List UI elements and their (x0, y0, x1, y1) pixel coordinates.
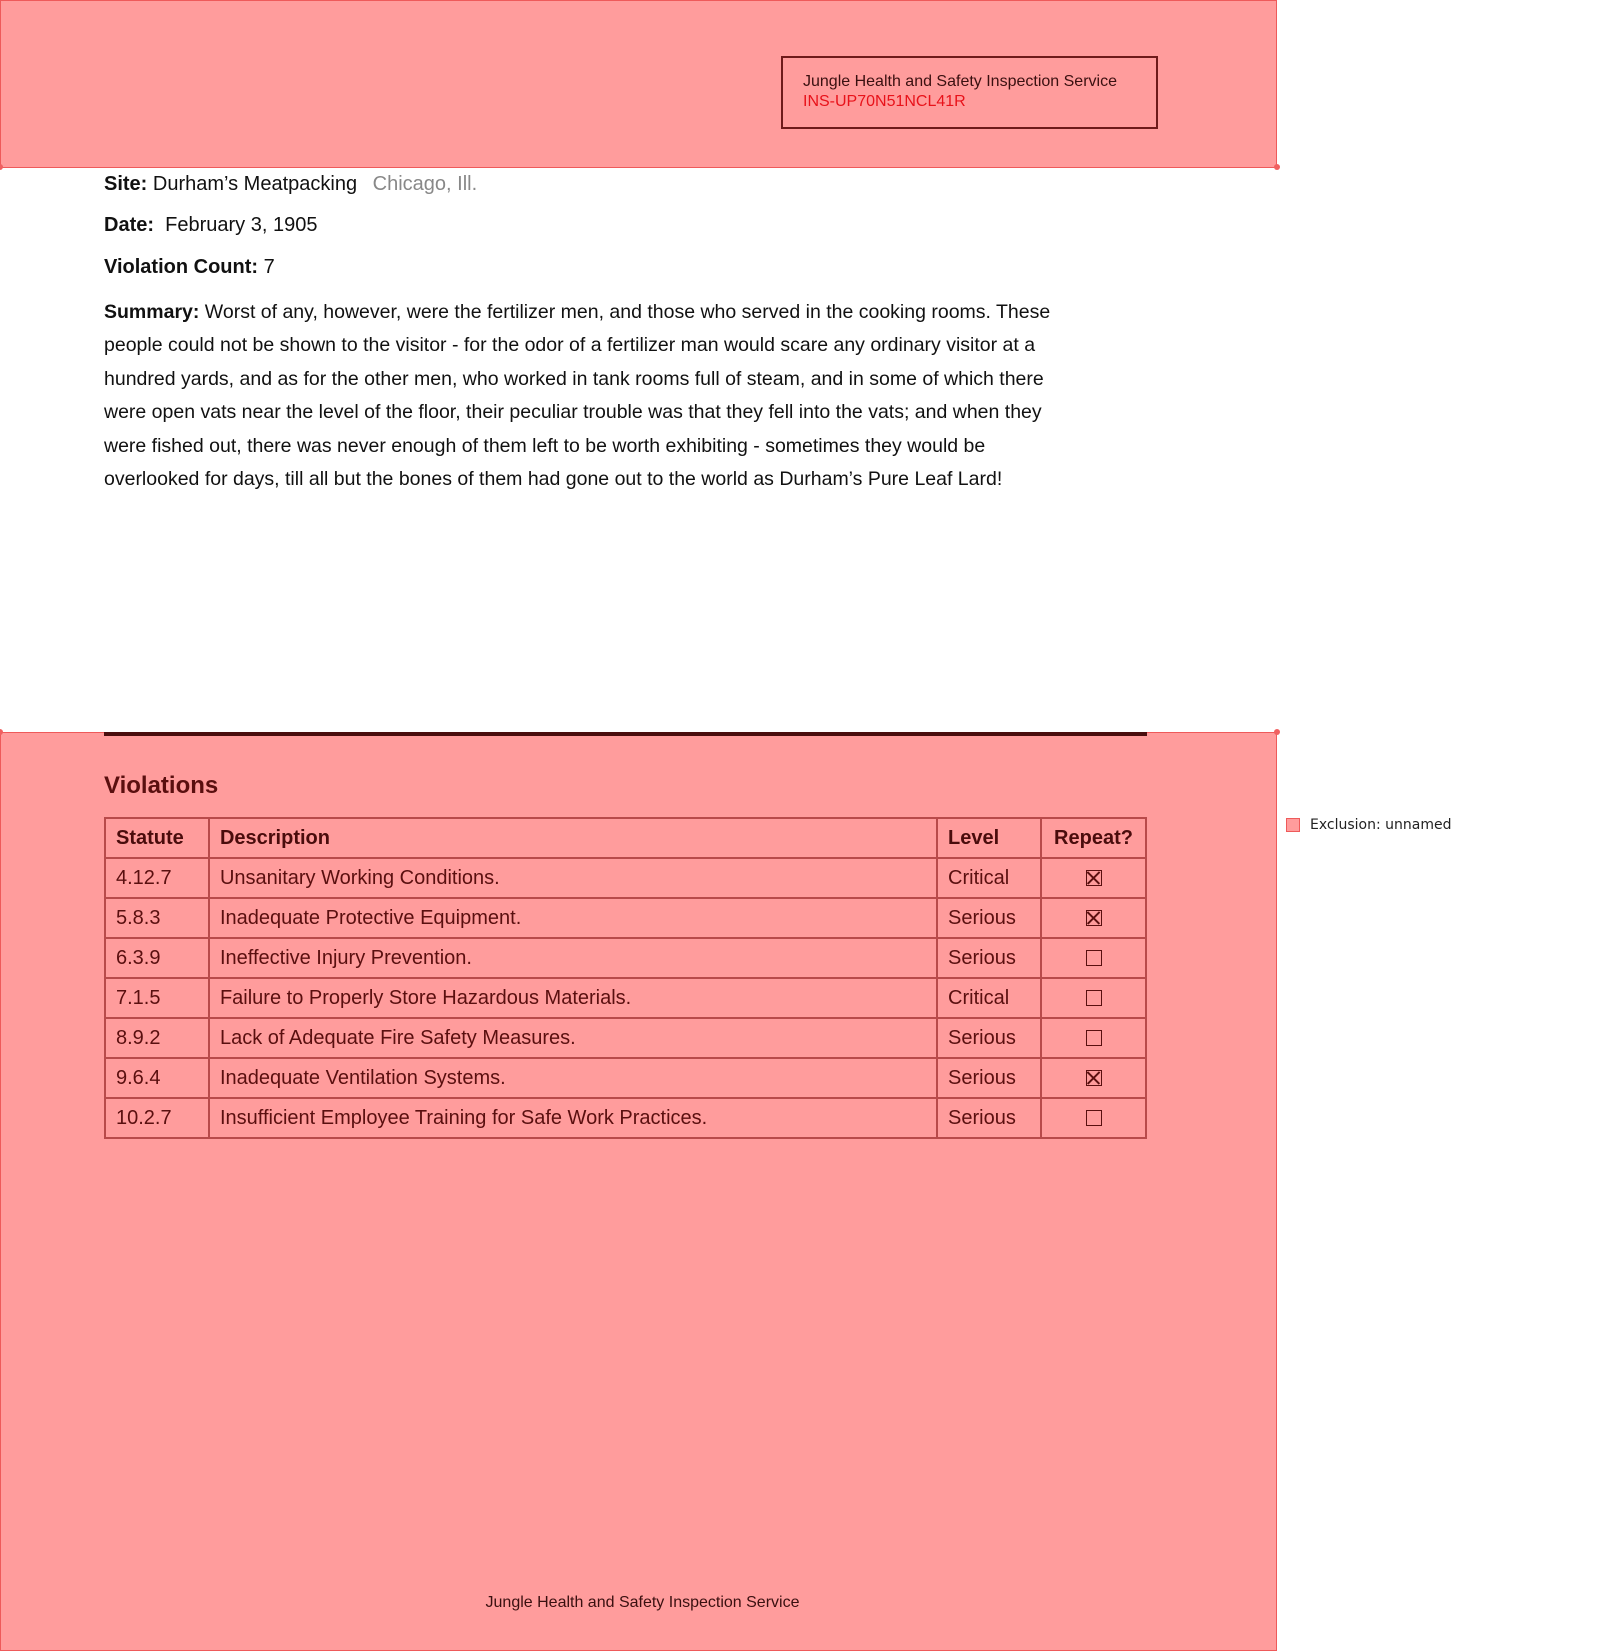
column-header-description: Description (209, 818, 937, 858)
violations-title: Violations (104, 772, 219, 799)
inspection-reference: INS-UP70N51NCL41R (803, 93, 966, 110)
summary-label: Summary: (104, 301, 200, 323)
site-name: Durham’s Meatpacking (152, 173, 358, 195)
summary-paragraph (104, 296, 1064, 496)
table-row (105, 898, 1146, 938)
table-header-row (105, 818, 1146, 858)
table-row (105, 1058, 1146, 1098)
column-header-repeat: Repeat? (1041, 818, 1146, 858)
site-label: Site: (104, 173, 148, 195)
statute-cell: 7.1.5 (105, 978, 209, 1018)
exclusion-corner-handle (1274, 729, 1280, 735)
repeat-cell (1041, 1018, 1146, 1058)
level-cell: Serious (937, 1018, 1041, 1058)
legend-swatch (1286, 818, 1300, 832)
repeat-cell (1041, 978, 1146, 1018)
repeat-checkbox (1086, 1030, 1102, 1046)
repeat-checkbox (1086, 990, 1102, 1006)
table-row (105, 1018, 1146, 1058)
repeat-cell (1041, 1058, 1146, 1098)
repeat-cell (1041, 1098, 1146, 1138)
level-cell: Critical (937, 978, 1041, 1018)
exclusion-corner-handle (1274, 164, 1280, 170)
column-header-statute: Statute (105, 818, 209, 858)
description-cell: Inadequate Protective Equipment. (209, 898, 937, 938)
description-cell: Inadequate Ventilation Systems. (209, 1058, 937, 1098)
repeat-cell (1041, 898, 1146, 938)
violation-count-field (104, 256, 275, 279)
table-row (105, 1098, 1146, 1138)
page-footer: Jungle Health and Safety Inspection Service (485, 1594, 800, 1611)
repeat-cell (1041, 938, 1146, 978)
date-value: February 3, 1905 (165, 214, 318, 236)
date-field (104, 214, 317, 237)
description-cell: Failure to Properly Store Hazardous Materials. (209, 978, 937, 1018)
repeat-checkbox (1086, 1070, 1102, 1086)
repeat-checkbox (1086, 950, 1102, 966)
summary-text: Worst of any, however, were the fertilizer men, and those who served in the cooking rooms. These people could not be shown to the visitor - for the odor of a fertilizer man would scare any ordinary visitor at a hundred yards, and as for the other men, who worked in tank rooms full of steam, and in some of which there were open vats near the level of the floor, their peculiar trouble was that they fell into the vats; and when they were fished out, there was never enough of them left to be worth exhibiting - sometimes they would be overlooked for days, till all but the bones of them had gone out to the world as Durham’s Pure Leaf Lard! (104, 301, 1051, 491)
level-cell: Serious (937, 1098, 1041, 1138)
repeat-cell (1041, 858, 1146, 898)
column-header-level: Level (937, 818, 1041, 858)
description-cell: Unsanitary Working Conditions. (209, 858, 937, 898)
agency-name: Jungle Health and Safety Inspection Service (803, 73, 1117, 90)
exclusion-legend (1286, 817, 1451, 833)
statute-cell: 5.8.3 (105, 898, 209, 938)
statute-cell: 9.6.4 (105, 1058, 209, 1098)
description-cell: Lack of Adequate Fire Safety Measures. (209, 1018, 937, 1058)
agency-header-box (781, 56, 1158, 129)
site-location: Chicago, Ill. (372, 173, 478, 195)
repeat-checkbox (1086, 910, 1102, 926)
table-row (105, 858, 1146, 898)
statute-cell: 8.9.2 (105, 1018, 209, 1058)
table-row (105, 938, 1146, 978)
site-field (104, 173, 477, 196)
violations-table (104, 817, 1147, 1139)
description-cell: Ineffective Injury Prevention. (209, 938, 937, 978)
exclusion-corner-handle (0, 164, 3, 170)
legend-label: Exclusion: unnamed (1310, 817, 1452, 833)
violation-count-value: 7 (263, 256, 275, 278)
statute-cell: 10.2.7 (105, 1098, 209, 1138)
section-divider (104, 732, 1147, 736)
repeat-checkbox (1086, 870, 1102, 886)
table-row (105, 978, 1146, 1018)
level-cell: Serious (937, 898, 1041, 938)
level-cell: Critical (937, 858, 1041, 898)
statute-cell: 6.3.9 (105, 938, 209, 978)
level-cell: Serious (937, 1058, 1041, 1098)
date-label: Date: (104, 214, 155, 236)
level-cell: Serious (937, 938, 1041, 978)
repeat-checkbox (1086, 1110, 1102, 1126)
statute-cell: 4.12.7 (105, 858, 209, 898)
violation-count-label: Violation Count: (104, 256, 259, 278)
description-cell: Insufficient Employee Training for Safe Work Practices. (209, 1098, 937, 1138)
